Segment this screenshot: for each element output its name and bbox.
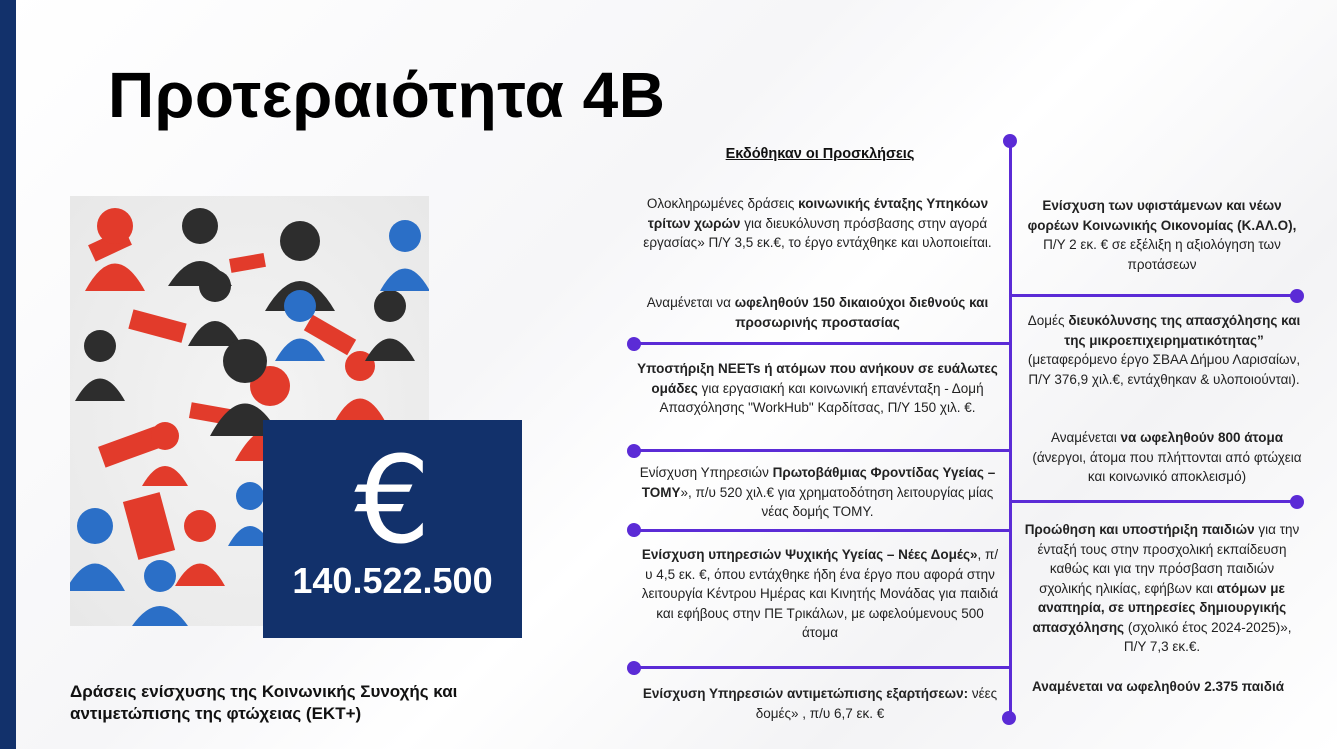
timeline-dot-right-2 (1290, 495, 1304, 509)
right-item-employment-structures: Δομές διευκόλυνσης της απασχόλησης και της μικροεπιχειρηματικότητας” (μεταφερόμενο έργο ΣΒΑΑ Δήμου Λαρισαίων, Π/Υ 376,9 χιλ.€, εντάχθηκαν & υλοποιούνται). (1027, 313, 1301, 387)
timeline-dot-bottom (1002, 711, 1016, 725)
left-item-tomy: Ενίσχυση Υπηρεσιών Πρωτοβάθμιας Φροντίδας Υγείας – ΤΟΜΥ», π/υ 520 χιλ.€ για χρηματοδότηση λειτουργίας μίας νέας δομής ΤΟΜΥ. (639, 465, 996, 519)
timeline-branch-left-4 (634, 666, 1011, 669)
budget-amount: 140.522.500 (292, 560, 493, 601)
timeline-branch-right-2 (1010, 500, 1298, 503)
slide-title: Προτεραιότητα 4Β (108, 59, 666, 131)
caption-line-1: Δράσεις ενίσχυσης της Κοινωνικής Συνοχής και (70, 682, 458, 701)
left-accent-bar (0, 0, 16, 749)
right-item-children-support: Προώθηση και υποστήριξη παιδιών για την ένταξή τους στην προσχολική εκπαίδευση καθώς και για την πρόσβαση παιδιών σχολικής ηλικίας, εφήβων και ατόμων με αναπηρία, σε υπηρεσίες δημιουργικής απασχόλησης (σχολικό έτος 2024-2025)», Π/Υ 7,3 εκ.€. (1024, 522, 1300, 654)
right-item-social-economy: Ενίσχυση των υφιστάμενων και νέων φορέων Κοινωνικής Οικονομίας (Κ.ΑΛ.Ο), Π/Υ 2 εκ. € σε εξέλιξη η αξιολόγηση των προτάσεων (1027, 198, 1297, 272)
caption-line-2: αντιμετώπισης της φτώχειας (ΕΚΤ+) (70, 704, 362, 723)
timeline-dot-right-1 (1290, 289, 1304, 303)
left-item-neets-workhub: Υποστήριξη NEETs ή ατόμων που ανήκουν σε ευάλωτες ομάδες για εργασιακή και κοινωνική επανένταξη - Δομή Απασχόλησης "WorkHub" Καρδίτσας, Π/Υ 150 χιλ. €. (637, 361, 998, 415)
priority-caption (70, 681, 510, 725)
right-item-800-beneficiaries: Αναμένεται να ωφεληθούν 800 άτομα (άνεργοι, άτομα που πλήττονται από φτώχεια και κοινωνικό αποκλεισμό) (1032, 430, 1302, 484)
timeline-branch-left-1 (634, 342, 1011, 345)
timeline-branch-left-3 (634, 529, 1011, 532)
section-title: Εκδόθηκαν οι Προσκλήσεις (725, 146, 915, 162)
timeline-vertical-line (1009, 142, 1012, 718)
left-item-international-protection: Αναμένεται να ωφεληθούν 150 δικαιούχοι διεθνούς και προσωρινής προστασίας (646, 295, 989, 330)
right-item-2375-children: Αναμένεται να ωφεληθούν 2.375 παιδιά (1032, 679, 1284, 694)
left-item-third-country-nationals: Ολοκληρωμένες δράσεις κοινωνικής ένταξης Υπηκόων τρίτων χωρών για διευκόλυνση πρόσβασης στην αγορά εργασίας» Π/Υ 3,5 εκ.€, το έργο εντάχθηκε και υλοποιείται. (643, 196, 992, 250)
budget-box (263, 420, 522, 638)
left-item-addictions: Ενίσχυση Υπηρεσιών αντιμετώπισης εξαρτήσεων: νέες δομές» , π/υ 6,7 εκ. € (642, 686, 998, 721)
timeline-dot-left-3 (627, 523, 641, 537)
timeline-dot-top (1003, 134, 1017, 148)
timeline-dot-left-2 (627, 444, 641, 458)
timeline-branch-left-2 (634, 449, 1011, 452)
timeline-dot-left-1 (627, 337, 641, 351)
euro-icon: € (354, 432, 431, 571)
timeline-dot-left-4 (627, 661, 641, 675)
timeline-branch-right-1 (1010, 294, 1298, 297)
left-item-mental-health: Ενίσχυση υπηρεσιών Ψυχικής Υγείας – Νέες Δομές», π/υ 4,5 εκ. €, όπου εντάχθηκε ήδη ένα έργο που αφορά στην λειτουργία Κέντρου Ημέρας και Κινητής Μονάδας για παιδιά και εφήβους στην ΠΕ Τρικάλων, με ωφελούμενους 500 άτομα (641, 547, 999, 640)
